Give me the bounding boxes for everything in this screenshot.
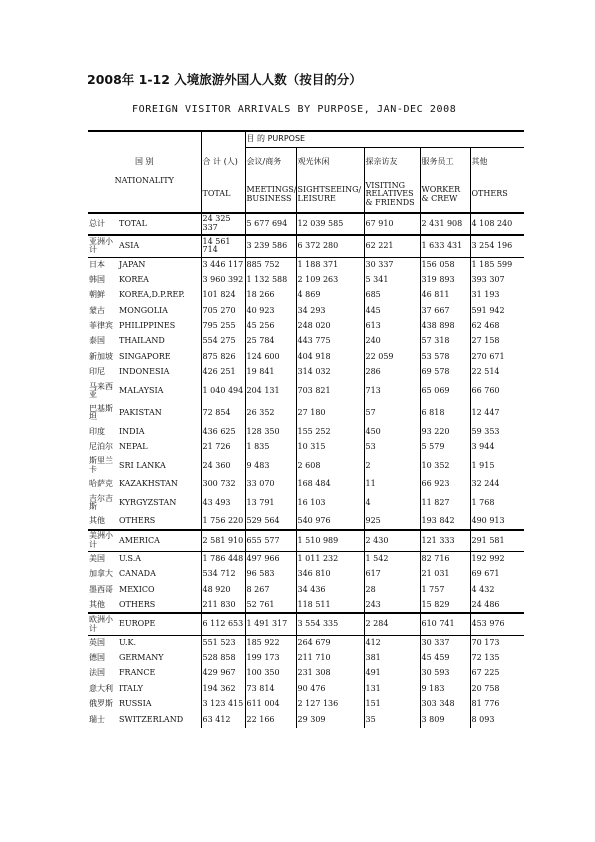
cell-other: 1 768: [470, 492, 524, 514]
cell-other: 32 244: [470, 477, 524, 492]
cell-worker: 6 818: [420, 402, 470, 424]
country-name-en: INDONESIA: [119, 367, 170, 377]
header-sight-en: SIGHTSEEING/ LEISURE: [296, 177, 364, 213]
cell-total: 24 360: [201, 455, 245, 477]
cell-total: 101 824: [201, 288, 245, 303]
country-name-en: AMERICA: [118, 530, 201, 552]
country-name-zh: 法国: [89, 668, 105, 678]
country-name-zh: 菲律宾: [89, 320, 113, 330]
cell-other: 1 915: [470, 455, 524, 477]
cell-meet: 1 132 588: [245, 272, 296, 287]
cell-meet: 185 922: [245, 635, 296, 650]
country-name-zh: 加拿大: [89, 569, 113, 579]
country-name-en: ITALY: [119, 683, 143, 693]
cell-visit: 925: [364, 514, 420, 529]
subtotal-row: [88, 213, 524, 235]
cell-worker: 21 031: [420, 567, 470, 582]
country-name-zh: 泰国: [89, 336, 105, 346]
cell-sight: 1 188 371: [296, 257, 364, 272]
country-name-zh: 英国: [89, 637, 105, 647]
header-worker-zh: 服务员工: [420, 147, 470, 177]
cell-worker: 82 716: [420, 552, 470, 567]
cell-total: 436 625: [201, 424, 245, 439]
cell-sight: 29 309: [296, 712, 364, 727]
cell-worker: 1 757: [420, 582, 470, 597]
table-row: [88, 288, 524, 303]
cell-visit: 613: [364, 319, 420, 334]
subtotal-row: [88, 613, 524, 635]
cell-visit: 450: [364, 424, 420, 439]
country-name-zh: 蒙古: [89, 305, 105, 315]
country-name-zh: 巴基斯坦: [89, 403, 113, 422]
table-row: [88, 697, 524, 712]
cell-meet: 25 784: [245, 334, 296, 349]
cell-sight: 34 293: [296, 303, 364, 318]
cell-meet: 655 577: [245, 530, 296, 552]
cell-total: 1 040 494: [201, 380, 245, 402]
header-worker-en: WORKER & CREW: [420, 177, 470, 213]
table-row: [88, 635, 524, 650]
table-row: [88, 455, 524, 477]
cell-meet: 124 600: [245, 349, 296, 364]
cell-total: 211 830: [201, 598, 245, 613]
country-name-zh: 意大利: [89, 683, 113, 693]
country-name-zh: 日本: [89, 259, 105, 269]
cell-sight: 118 511: [296, 598, 364, 613]
cell-sight: 3 554 335: [296, 613, 364, 635]
table-row: [88, 712, 524, 727]
cell-sight: 6 372 280: [296, 235, 364, 257]
cell-visit: 491: [364, 666, 420, 681]
cell-worker: 15 829: [420, 598, 470, 613]
cell-sight: 264 679: [296, 635, 364, 650]
table-row: [88, 402, 524, 424]
cell-visit: 22 059: [364, 349, 420, 364]
cell-other: 12 447: [470, 402, 524, 424]
cell-sight: 155 252: [296, 424, 364, 439]
country-name-zh: 其他: [89, 599, 105, 609]
cell-meet: 33 070: [245, 477, 296, 492]
cell-visit: 2 430: [364, 530, 420, 552]
country-name-en: U.S.A: [119, 554, 142, 564]
country-name-zh: 斯里兰卡: [89, 456, 113, 474]
table-header: [88, 131, 524, 213]
cell-other: 66 760: [470, 380, 524, 402]
cell-total: 72 854: [201, 402, 245, 424]
header-meet-zh: 会议/商务: [245, 147, 296, 177]
country-name-en: PHILIPPINES: [119, 320, 176, 330]
cell-total: 1 786 448: [201, 552, 245, 567]
country-name-zh: 韩国: [89, 274, 105, 284]
page-subtitle: FOREIGN VISITOR ARRIVALS BY PURPOSE, JAN-DEC 2008: [132, 104, 457, 115]
cell-sight: 540 976: [296, 514, 364, 529]
cell-meet: 13 791: [245, 492, 296, 514]
cell-total: 795 255: [201, 319, 245, 334]
cell-meet: 52 761: [245, 598, 296, 613]
cell-meet: 96 583: [245, 567, 296, 582]
cell-total: 3 123 415: [201, 697, 245, 712]
cell-other: 393 307: [470, 272, 524, 287]
cell-total: 534 712: [201, 567, 245, 582]
table-row: [88, 440, 524, 455]
table-row: [88, 582, 524, 597]
cell-sight: 2 608: [296, 455, 364, 477]
cell-total: 3 960 392: [201, 272, 245, 287]
country-name-zh: 亚洲小计: [88, 235, 118, 257]
cell-other: 20 758: [470, 681, 524, 696]
cell-other: 4 432: [470, 582, 524, 597]
cell-worker: 3 809: [420, 712, 470, 727]
header-sight-zh: 观光休闲: [296, 147, 364, 177]
cell-worker: 53 578: [420, 349, 470, 364]
table-body: [88, 213, 524, 728]
cell-visit: 5 341: [364, 272, 420, 287]
cell-worker: 66 923: [420, 477, 470, 492]
cell-worker: 319 893: [420, 272, 470, 287]
country-name-zh: 德国: [89, 653, 105, 663]
cell-worker: 45 459: [420, 651, 470, 666]
cell-visit: 685: [364, 288, 420, 303]
cell-total: 6 112 653: [201, 613, 245, 635]
country-name-en: NEPAL: [119, 441, 148, 451]
cell-sight: 231 308: [296, 666, 364, 681]
cell-meet: 45 256: [245, 319, 296, 334]
cell-sight: 34 436: [296, 582, 364, 597]
header-meet-en: MEETINGS/ BUSINESS: [245, 177, 296, 213]
country-name-en: ASIA: [118, 235, 201, 257]
country-name-en: OTHERS: [119, 516, 156, 526]
cell-visit: 445: [364, 303, 420, 318]
country-name-en: RUSSIA: [119, 699, 152, 709]
cell-visit: 1 542: [364, 552, 420, 567]
cell-total: 14 561 714: [201, 235, 245, 257]
cell-total: 1 756 220: [201, 514, 245, 529]
header-other-zh: 其他: [470, 147, 524, 177]
table-row: [88, 666, 524, 681]
country-name-zh: 印度: [89, 426, 105, 436]
country-name-en: MEXICO: [119, 584, 155, 594]
cell-other: 22 514: [470, 365, 524, 380]
cell-visit: 11: [364, 477, 420, 492]
cell-meet: 73 814: [245, 681, 296, 696]
cell-other: 27 158: [470, 334, 524, 349]
cell-worker: 93 220: [420, 424, 470, 439]
cell-meet: 40 923: [245, 303, 296, 318]
cell-total: 2 581 910: [201, 530, 245, 552]
cell-worker: 11 827: [420, 492, 470, 514]
cell-meet: 1 835: [245, 440, 296, 455]
country-name-en: INDIA: [119, 426, 145, 436]
cell-other: 3 944: [470, 440, 524, 455]
cell-total: 300 732: [201, 477, 245, 492]
cell-meet: 497 966: [245, 552, 296, 567]
cell-sight: 314 032: [296, 365, 364, 380]
cell-visit: 67 910: [364, 213, 420, 235]
cell-sight: 248 020: [296, 319, 364, 334]
country-name-en: KOREA: [119, 274, 149, 284]
country-name-en: PAKISTAN: [119, 407, 162, 417]
cell-visit: 57: [364, 402, 420, 424]
cell-worker: 438 898: [420, 319, 470, 334]
cell-total: 426 251: [201, 365, 245, 380]
cell-visit: 4: [364, 492, 420, 514]
country-name-zh: 俄罗斯: [89, 699, 113, 709]
header-total-en: TOTAL: [201, 177, 245, 213]
cell-other: 490 913: [470, 514, 524, 529]
header-country-zh: 国 别: [134, 156, 154, 166]
country-name-en: SINGAPORE: [119, 351, 171, 361]
country-name-zh: 其他: [89, 516, 105, 526]
cell-total: 63 412: [201, 712, 245, 727]
cell-total: 705 270: [201, 303, 245, 318]
cell-visit: 240: [364, 334, 420, 349]
header-visit-en: VISITING RELATIVES & FRIENDS: [364, 177, 420, 213]
country-name-zh: 朝鲜: [89, 290, 105, 300]
cell-total: 43 493: [201, 492, 245, 514]
cell-meet: 100 350: [245, 666, 296, 681]
cell-other: 270 671: [470, 349, 524, 364]
cell-sight: 4 869: [296, 288, 364, 303]
cell-sight: 211 710: [296, 651, 364, 666]
table-row: [88, 681, 524, 696]
country-name-zh: 尼泊尔: [89, 441, 113, 451]
cell-sight: 346 810: [296, 567, 364, 582]
cell-other: 59 353: [470, 424, 524, 439]
cell-meet: 885 752: [245, 257, 296, 272]
cell-worker: 1 633 431: [420, 235, 470, 257]
country-name-en: SWITZERLAND: [119, 714, 184, 724]
page-title: 2008年 1-12 入境旅游外国人人数（按目的分）: [87, 72, 362, 87]
cell-worker: 9 183: [420, 681, 470, 696]
country-name-en: FRANCE: [119, 668, 156, 678]
cell-worker: 156 058: [420, 257, 470, 272]
cell-sight: 2 127 136: [296, 697, 364, 712]
cell-sight: 443 775: [296, 334, 364, 349]
cell-total: 21 726: [201, 440, 245, 455]
cell-worker: 30 593: [420, 666, 470, 681]
header-visit-zh: 探亲访友: [364, 147, 420, 177]
table-row: [88, 552, 524, 567]
cell-other: 1 185 599: [470, 257, 524, 272]
cell-total: 875 826: [201, 349, 245, 364]
cell-worker: 65 069: [420, 380, 470, 402]
cell-other: 591 942: [470, 303, 524, 318]
cell-meet: 3 239 586: [245, 235, 296, 257]
country-name-zh: 墨西哥: [89, 584, 113, 594]
table-row: [88, 257, 524, 272]
cell-worker: 610 741: [420, 613, 470, 635]
cell-other: 69 671: [470, 567, 524, 582]
cell-sight: 90 476: [296, 681, 364, 696]
table-row: [88, 514, 524, 529]
visitor-arrivals-table: [88, 130, 524, 728]
cell-meet: 5 677 694: [245, 213, 296, 235]
country-name-en: JAPAN: [119, 259, 146, 269]
table-row: [88, 598, 524, 613]
cell-sight: 10 315: [296, 440, 364, 455]
cell-other: 8 093: [470, 712, 524, 727]
header-blank-total: [201, 131, 245, 147]
cell-worker: 193 842: [420, 514, 470, 529]
cell-visit: 62 221: [364, 235, 420, 257]
cell-sight: 16 103: [296, 492, 364, 514]
cell-total: 551 523: [201, 635, 245, 650]
cell-meet: 19 841: [245, 365, 296, 380]
country-name-zh: 美洲小计: [88, 530, 118, 552]
country-name-en: THAILAND: [119, 336, 165, 346]
cell-other: 81 776: [470, 697, 524, 712]
cell-other: 291 581: [470, 530, 524, 552]
cell-sight: 12 039 585: [296, 213, 364, 235]
country-name-zh: 哈萨克: [89, 479, 113, 489]
cell-other: 192 992: [470, 552, 524, 567]
cell-worker: 121 333: [420, 530, 470, 552]
country-name-en: GERMANY: [119, 653, 164, 663]
cell-total: 554 275: [201, 334, 245, 349]
cell-visit: 28: [364, 582, 420, 597]
cell-other: 3 254 196: [470, 235, 524, 257]
country-name-zh: 马来西亚: [89, 381, 113, 400]
cell-visit: 243: [364, 598, 420, 613]
table-row: [88, 492, 524, 514]
cell-visit: 412: [364, 635, 420, 650]
cell-other: 24 486: [470, 598, 524, 613]
cell-sight: 2 109 263: [296, 272, 364, 287]
cell-sight: 168 484: [296, 477, 364, 492]
country-name-en: TOTAL: [118, 213, 201, 235]
subtotal-row: [88, 530, 524, 552]
country-name-en: U.K.: [119, 637, 137, 647]
cell-worker: 30 337: [420, 635, 470, 650]
cell-meet: 1 491 317: [245, 613, 296, 635]
cell-meet: 22 166: [245, 712, 296, 727]
cell-visit: 131: [364, 681, 420, 696]
cell-worker: 10 352: [420, 455, 470, 477]
table-row: [88, 477, 524, 492]
cell-meet: 18 266: [245, 288, 296, 303]
cell-visit: 617: [364, 567, 420, 582]
cell-meet: 204 131: [245, 380, 296, 402]
header-purpose: 目 的 PURPOSE: [245, 131, 524, 147]
cell-visit: 381: [364, 651, 420, 666]
table-row: [88, 349, 524, 364]
country-name-zh: 瑞士: [89, 714, 105, 724]
cell-visit: 2: [364, 455, 420, 477]
country-name-en: EUROPE: [118, 613, 201, 635]
header-country-en: NATIONALITY: [114, 177, 174, 185]
country-name-en: KOREA,D.P.REP.: [119, 290, 185, 300]
cell-sight: 703 821: [296, 380, 364, 402]
table-row: [88, 424, 524, 439]
cell-visit: 286: [364, 365, 420, 380]
header-other-en: OTHERS: [470, 177, 524, 213]
country-name-zh: 新加坡: [89, 351, 113, 361]
cell-total: 24 325 337: [201, 213, 245, 235]
cell-visit: 53: [364, 440, 420, 455]
cell-visit: 151: [364, 697, 420, 712]
country-name-en: MALAYSIA: [119, 385, 164, 395]
table-row: [88, 567, 524, 582]
cell-total: 429 967: [201, 666, 245, 681]
cell-worker: 303 348: [420, 697, 470, 712]
cell-meet: 26 352: [245, 402, 296, 424]
cell-other: 4 108 240: [470, 213, 524, 235]
cell-visit: 30 337: [364, 257, 420, 272]
cell-worker: 57 318: [420, 334, 470, 349]
cell-meet: 8 267: [245, 582, 296, 597]
table-row: [88, 365, 524, 380]
cell-visit: 2 284: [364, 613, 420, 635]
cell-sight: 1 011 232: [296, 552, 364, 567]
table-row: [88, 272, 524, 287]
cell-worker: 46 811: [420, 288, 470, 303]
cell-other: 72 135: [470, 651, 524, 666]
table-row: [88, 303, 524, 318]
cell-meet: 611 004: [245, 697, 296, 712]
cell-total: 528 858: [201, 651, 245, 666]
country-name-en: SRI LANKA: [119, 460, 166, 470]
country-name-en: OTHERS: [119, 599, 156, 609]
cell-worker: 37 667: [420, 303, 470, 318]
country-name-zh: 印尼: [89, 367, 105, 377]
cell-meet: 128 350: [245, 424, 296, 439]
header-blank: [88, 131, 201, 147]
cell-total: 194 362: [201, 681, 245, 696]
country-name-zh: 吉尔吉斯: [89, 493, 113, 512]
cell-other: 31 193: [470, 288, 524, 303]
cell-worker: 69 578: [420, 365, 470, 380]
cell-other: 70 173: [470, 635, 524, 650]
cell-visit: 713: [364, 380, 420, 402]
cell-total: 48 920: [201, 582, 245, 597]
cell-sight: 404 918: [296, 349, 364, 364]
table-row: [88, 380, 524, 402]
country-name-en: MONGOLIA: [119, 305, 168, 315]
country-name-en: KAZAKHSTAN: [119, 479, 178, 489]
cell-meet: 9 483: [245, 455, 296, 477]
table-row: [88, 319, 524, 334]
country-name-zh: 欧洲小计: [88, 613, 118, 635]
table-row: [88, 334, 524, 349]
cell-meet: 199 173: [245, 651, 296, 666]
cell-worker: 2 431 908: [420, 213, 470, 235]
cell-other: 67 225: [470, 666, 524, 681]
country-name-zh: 总计: [88, 213, 118, 235]
cell-meet: 529 564: [245, 514, 296, 529]
cell-other: 453 976: [470, 613, 524, 635]
cell-sight: 1 510 989: [296, 530, 364, 552]
country-name-en: CANADA: [119, 569, 156, 579]
cell-visit: 35: [364, 712, 420, 727]
subtotal-row: [88, 235, 524, 257]
table-row: [88, 651, 524, 666]
country-name-en: KYRGYZSTAN: [119, 497, 177, 507]
cell-other: 62 468: [470, 319, 524, 334]
country-name-zh: 美国: [89, 554, 105, 564]
cell-total: 3 446 117: [201, 257, 245, 272]
cell-sight: 27 180: [296, 402, 364, 424]
cell-worker: 5 579: [420, 440, 470, 455]
header-total-zh: 合 计 (人): [201, 147, 245, 177]
